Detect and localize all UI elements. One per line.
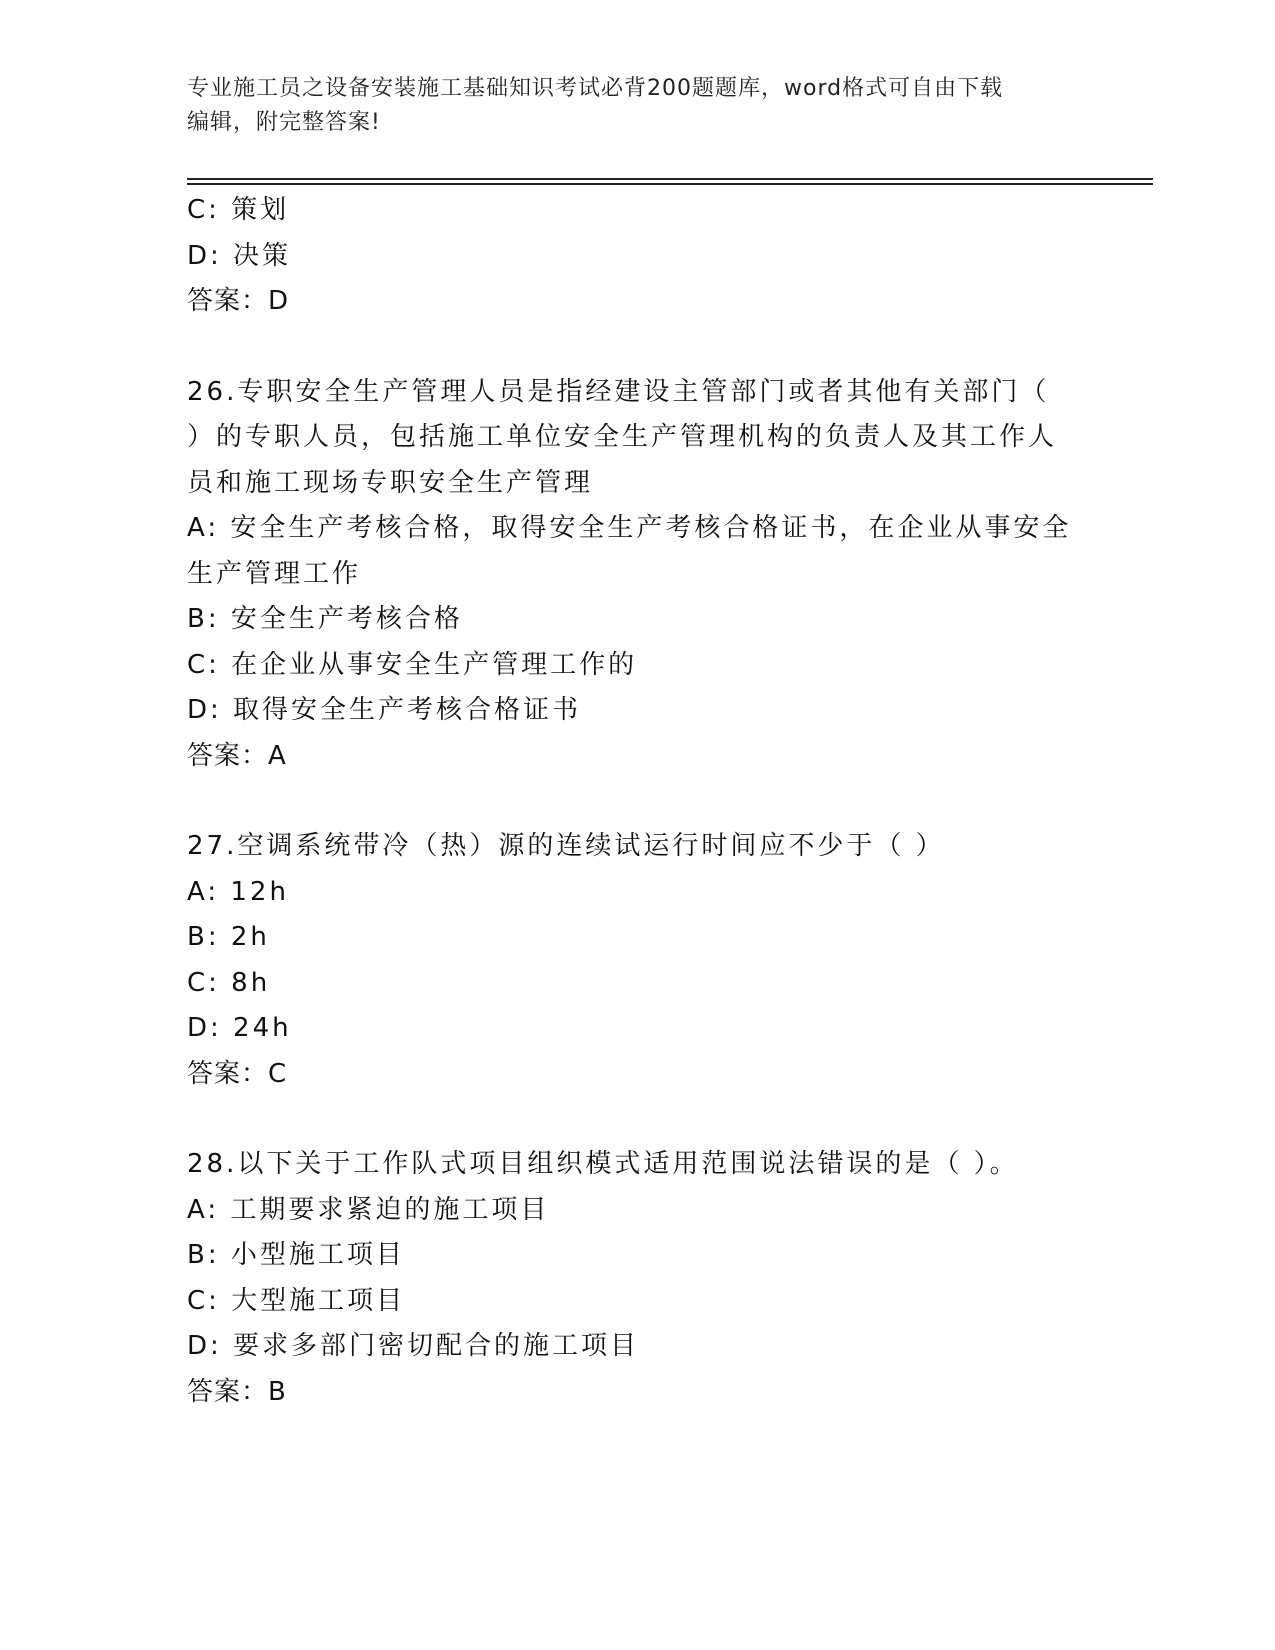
question-text-line-1: 28.以下关于工作队式项目组织模式适用范围说法错误的是（ ）。 (187, 1149, 1019, 1179)
spacer (187, 779, 1087, 824)
answer-line: 答案：D (187, 286, 290, 316)
option-d: D: 取得安全生产考核合格证书 (187, 695, 582, 725)
document-header (187, 72, 1087, 140)
option-b: B: 安全生产考核合格 (187, 604, 463, 634)
header-title-line-1: 专业施工员之设备安装施工基础知识考试必背200题题库，word格式可自由下载 (187, 76, 1004, 101)
question-26 (187, 370, 1087, 780)
option-b: B: 小型施工项目 (187, 1240, 405, 1270)
header-divider-bottom (187, 183, 1153, 185)
option-d: D: 24h (187, 1013, 292, 1043)
option-c: C: 大型施工项目 (187, 1285, 406, 1316)
question-25-tail (187, 188, 1087, 325)
header-title-line-2: 编辑，附完整答案! (187, 110, 381, 135)
option-c: C: 8h (187, 967, 271, 998)
option-d: D: 要求多部门密切配合的施工项目 (187, 1331, 640, 1361)
option-b: B: 2h (187, 922, 270, 952)
option-c: C: 在企业从事安全生产管理工作的 (187, 649, 638, 680)
option-a: A: 12h (187, 876, 289, 907)
question-28 (187, 1142, 1087, 1415)
question-text-line-1: 27.空调系统带冷（热）源的连续试运行时间应不少于（ ） (187, 831, 945, 861)
question-27 (187, 824, 1087, 1097)
document-body (187, 188, 1087, 1415)
option-a-line-2: 生产管理工作 (187, 558, 362, 589)
option-d: D: 决策 (187, 240, 292, 271)
header-divider-top (187, 178, 1153, 180)
answer-line: 答案：C (187, 1058, 288, 1089)
spacer (187, 325, 1087, 370)
option-a: A: 工期要求紧迫的施工项目 (187, 1194, 550, 1225)
question-text-line-3: 员和施工现场专职安全生产管理 (187, 467, 594, 498)
option-a-line-1: A: 安全生产考核合格，取得安全生产考核合格证书，在企业从事安全 (187, 513, 1072, 543)
option-c: C: 策划 (187, 195, 290, 225)
question-text-line-1: 26.专职安全生产管理人员是指经建设主管部门或者其他有关部门（ (187, 376, 1050, 407)
answer-line: 答案：B (187, 1376, 287, 1407)
answer-line: 答案：A (187, 740, 287, 771)
question-text-line-2: ）的专职人员，包括施工单位安全生产管理机构的负责人及其工作人 (187, 422, 1058, 452)
spacer (187, 1097, 1087, 1142)
